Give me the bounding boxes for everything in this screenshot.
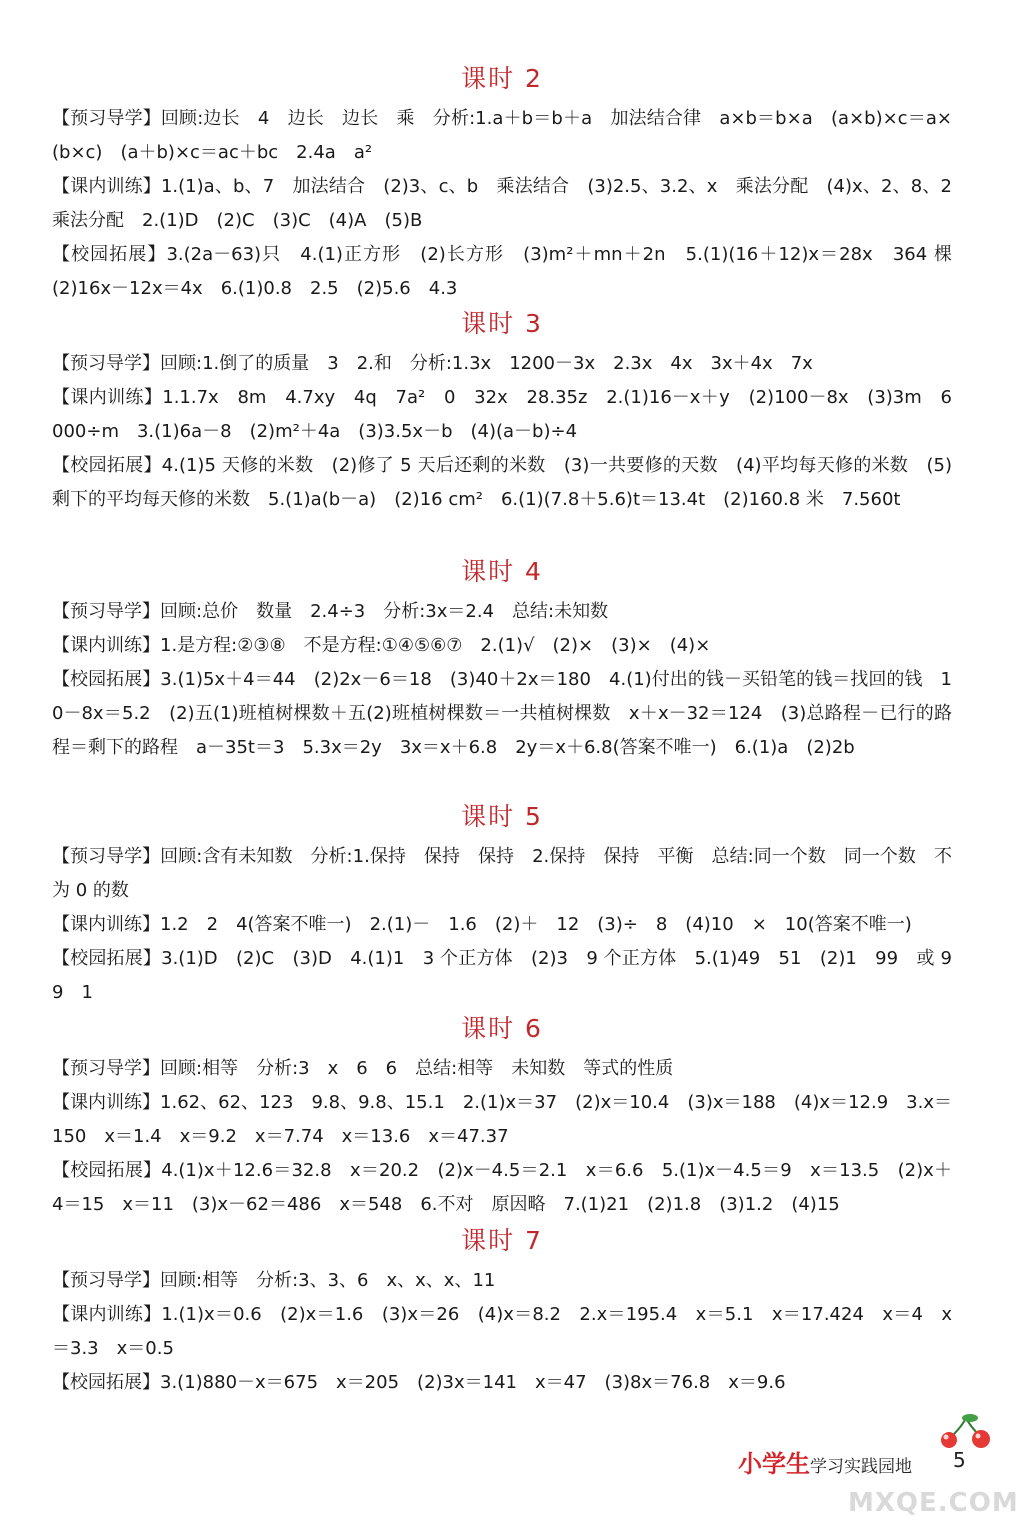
cherry-icon	[936, 1412, 996, 1452]
section-title: 课时 7	[461, 1226, 543, 1255]
class-training: 【课内训练】1.(1)x＝0.6 (2)x＝1.6 (3)x＝26 (4)x＝8.2 2.x＝195.4 x＝5.1 x＝17.424 x＝4 x＝3.3 x＝0.5	[52, 1304, 952, 1359]
campus-extension: 【校园拓展】3.(1)D (2)C (3)D 4.(1)1 3 个正方体 (2)3 9 个正方体 5.(1)49 51 (2)1 99 或 99 1	[52, 948, 952, 1003]
brand-title: 小学生	[738, 1450, 810, 1478]
campus-extension: 【校园拓展】3.(1)880－x＝675 x＝205 (2)3x＝141 x＝47 (3)8x＝76.8 x＝9.6	[52, 1372, 786, 1393]
campus-extension: 【校园拓展】3.(2a－63)只 4.(1)正方形 (2)长方形 (3)m²＋mn＋2n 5.(1)(16＋12)x＝28x 364 棵 (2)16x－12x＝4x 6.(1)0.8 2.5 (2)5.6 4.3	[52, 244, 970, 299]
campus-extension: 【校园拓展】3.(1)5x＋4＝44 (2)2x－6＝18 (3)40＋2x＝180 4.(1)付出的钱－买铅笔的钱＝找回的钱 10－8x＝5.2 (2)五(1)班植树棵数＋五(2)班植树棵数＝一共植树棵数 x＋x－32＝124 (3)总路程－已行的路程＝剩下的路程 a－35t＝3 5.3x＝2y 3x＝x＋6.8 2y＝x＋6.8(答案不唯一) 6.(1)a (2)2b	[52, 669, 952, 758]
watermark: MXQE.COM	[848, 1488, 1019, 1518]
section-lesson-3	[52, 307, 952, 517]
section-lesson-2	[52, 62, 970, 306]
page-footer	[738, 1418, 1028, 1528]
section-lesson-4	[52, 555, 952, 765]
section-title: 课时 2	[461, 64, 543, 93]
section-title: 课时 6	[461, 1014, 543, 1043]
preview-guide: 【预习导学】回顾:相等 分析:3 x 6 6 总结:相等 未知数 等式的性质	[52, 1058, 674, 1079]
section-lesson-6	[52, 1012, 952, 1222]
campus-extension: 【校园拓展】4.(1)5 天修的米数 (2)修了 5 天后还剩的米数 (3)一共要修的天数 (4)平均每天修的米数 (5)剩下的平均每天修的米数 5.(1)a(b－a) (2)16 cm² 6.(1)(7.8＋5.6)t＝13.4t (2)160.8 米 7.560t	[52, 455, 952, 510]
section-title: 课时 3	[461, 309, 543, 338]
class-training: 【课内训练】1.是方程:②③⑧ 不是方程:①④⑤⑥⑦ 2.(1)√ (2)× (3)× (4)×	[52, 635, 711, 656]
preview-guide: 【预习导学】回顾:相等 分析:3、3、6 x、x、x、11	[52, 1270, 496, 1291]
preview-guide: 【预习导学】回顾:总价 数量 2.4÷3 分析:3x＝2.4 总结:未知数	[52, 601, 609, 622]
class-training: 【课内训练】1.62、62、123 9.8、9.8、15.1 2.(1)x＝37 (2)x＝10.4 (3)x＝188 (4)x＝12.9 3.x＝150 x＝1.4 x＝9.2 x＝7.74 x＝13.6 x＝47.37	[52, 1092, 952, 1147]
campus-extension: 【校园拓展】4.(1)x＋12.6＝32.8 x＝20.2 (2)x－4.5＝2.1 x＝6.6 5.(1)x－4.5＝9 x＝13.5 (2)x＋4＝15 x＝11 (3)x－62＝486 x＝548 6.不对 原因略 7.(1)21 (2)1.8 (3)1.2 (4)15	[52, 1160, 952, 1215]
section-title: 课时 5	[461, 802, 543, 831]
class-training: 【课内训练】1.2 2 4(答案不唯一) 2.(1)－ 1.6 (2)＋ 12 (3)÷ 8 (4)10 × 10(答案不唯一)	[52, 914, 912, 935]
preview-guide: 【预习导学】回顾:1.倒了的质量 3 2.和 分析:1.3x 1200－3x 2.3x 4x 3x＋4x 7x	[52, 353, 813, 374]
section-title: 课时 4	[461, 557, 543, 586]
class-training: 【课内训练】1.(1)a、b、7 加法结合 (2)3、c、b 乘法结合 (3)2.5、3.2、x 乘法分配 (4)x、2、8、2 乘法分配 2.(1)D (2)C (3)C (4)A (5)B	[52, 176, 970, 231]
class-training: 【课内训练】1.1.7x 8m 4.7xy 4q 7a² 0 32x 28.35z 2.(1)16－x＋y (2)100－8x (3)3m 6000÷m 3.(1)6a－8 (2)m²＋4a (3)3.5x－b (4)(a－b)÷4	[52, 387, 952, 442]
section-lesson-5	[52, 800, 952, 1010]
preview-guide: 【预习导学】回顾:含有未知数 分析:1.保持 保持 保持 2.保持 保持 平衡 总结:同一个数 同一个数 不为 0 的数	[52, 846, 952, 901]
section-lesson-7	[52, 1224, 952, 1400]
brand-logo	[738, 1444, 912, 1479]
page-number: 5	[953, 1448, 966, 1472]
preview-guide: 【预习导学】回顾:边长 4 边长 边长 乘 分析:1.a＋b＝b＋a 加法结合律 a×b＝b×a (a×b)×c＝a×(b×c) (a＋b)×c＝ac＋bc 2.4a a²	[52, 108, 952, 163]
brand-subtitle: 学习实践园地	[810, 1457, 912, 1477]
